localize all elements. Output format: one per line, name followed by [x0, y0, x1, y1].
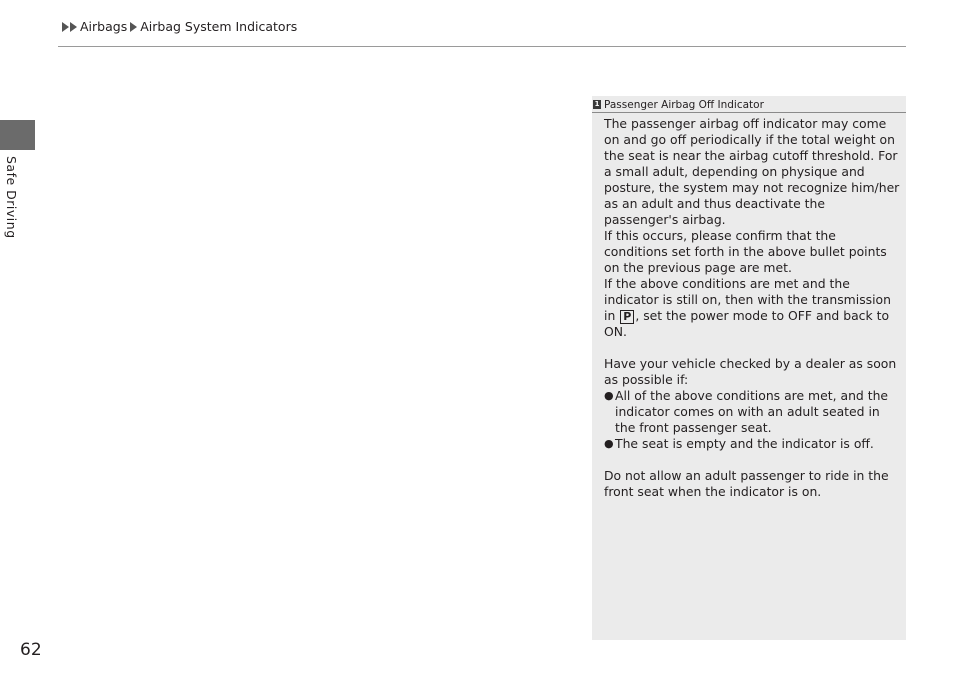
- breadcrumb: [62, 19, 300, 34]
- chapter-tab-marker: [0, 120, 35, 150]
- note-text: , set the power mode to OFF and back to ON.: [604, 308, 890, 339]
- sidebar-note-body: [604, 116, 900, 500]
- arrow-right-icon: [130, 22, 137, 32]
- spacer: [604, 340, 900, 356]
- header-divider: [58, 46, 906, 47]
- note-paragraph: If this occurs, please confirm that the conditions set forth in the above bullet points on the previous page are met.: [604, 228, 887, 275]
- bullet-item: [604, 388, 900, 436]
- reference-number-badge: 1: [594, 100, 600, 108]
- bullet-text: The seat is empty and the indicator is off.: [615, 436, 874, 451]
- note-paragraph: [604, 276, 900, 340]
- breadcrumb-item-indicators[interactable]: Airbag System Indicators: [140, 19, 298, 34]
- sidebar-note-header: [592, 97, 906, 113]
- page-number: 62: [20, 640, 42, 660]
- arrow-right-icon: [70, 22, 77, 32]
- spacer: [604, 452, 900, 468]
- note-paragraph: Do not allow an adult passenger to ride in the front seat when the indicator is on.: [604, 468, 889, 499]
- park-gear-icon: P: [620, 310, 634, 324]
- note-paragraph: The passenger airbag off indicator may come on and go off periodically if the total weight on the seat is near the airbag cutoff threshold. For a small adult, depending on physique and posture, the system may not recognize him/her as an adult and thus deactivate the passenger's airbag.: [604, 116, 900, 227]
- chapter-label: Safe Driving: [4, 156, 19, 239]
- sidebar-note: [592, 96, 906, 640]
- bullet-text: All of the above conditions are met, and the indicator comes on with an adult seated in the front passenger seat.: [615, 388, 889, 435]
- bullet-icon: ●: [604, 389, 614, 402]
- bullet-icon: ●: [604, 437, 614, 450]
- arrow-right-icon: [62, 22, 69, 32]
- sidebar-note-title: Passenger Airbag Off Indicator: [604, 98, 764, 111]
- bullet-item: [604, 436, 900, 452]
- note-text: If the above conditions are met and the indicator is still on, then with the transmission in: [604, 276, 891, 323]
- note-paragraph: Have your vehicle checked by a dealer as soon as possible if:: [604, 356, 897, 387]
- breadcrumb-item-airbags[interactable]: Airbags: [80, 19, 128, 34]
